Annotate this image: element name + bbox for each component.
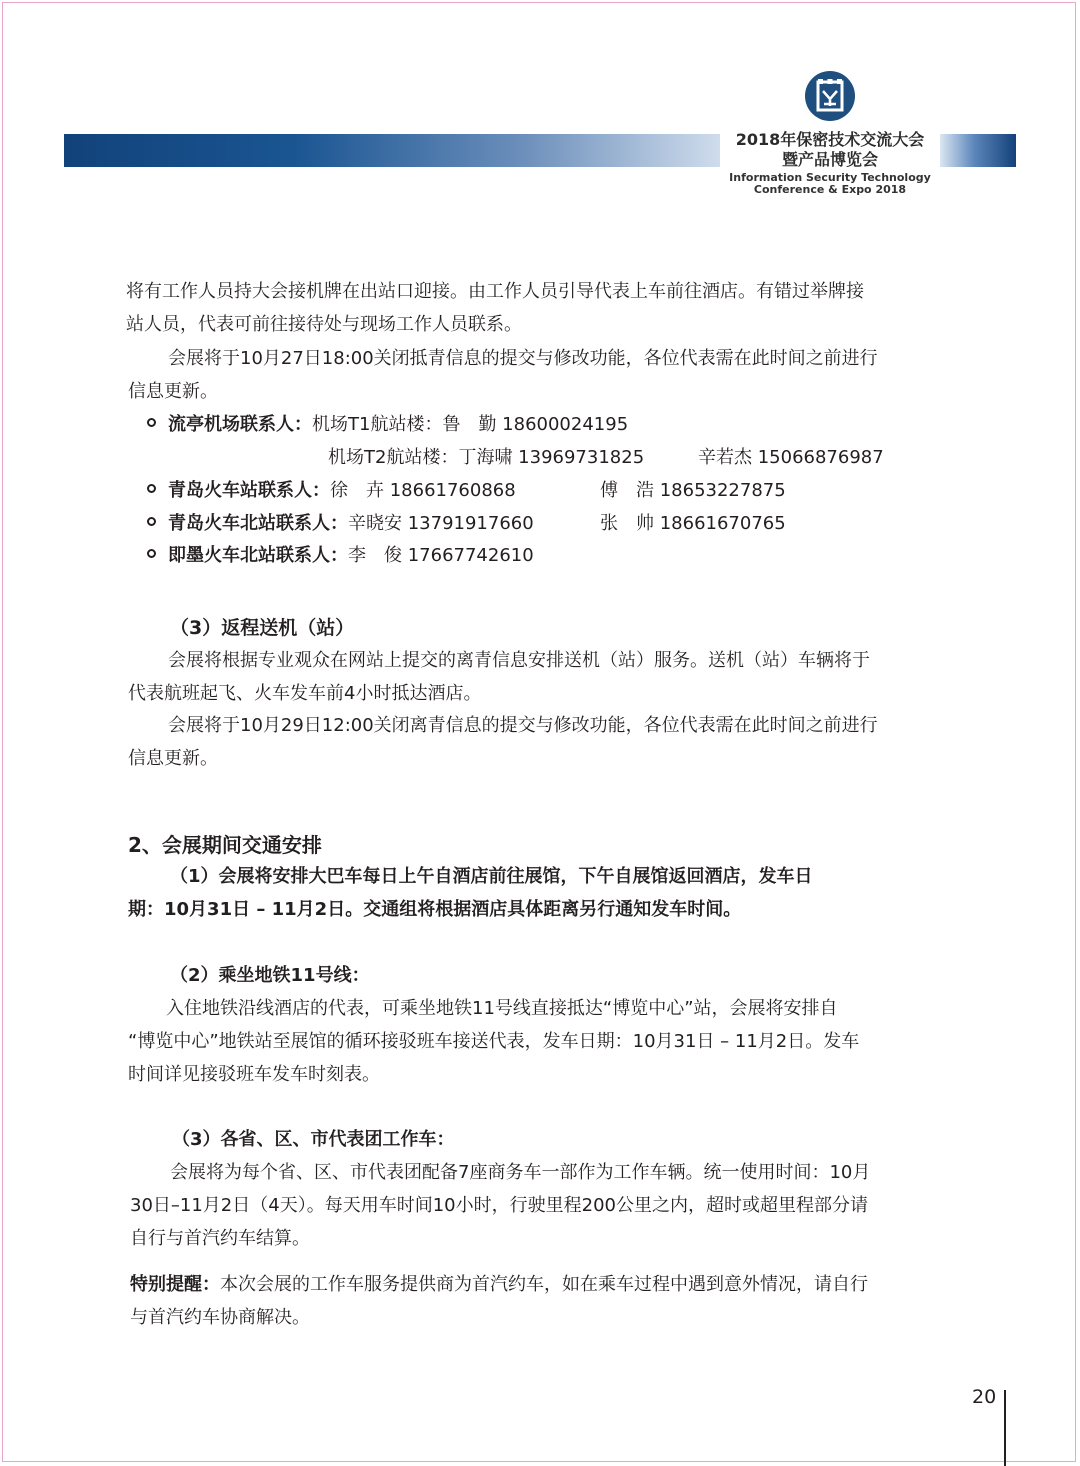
- contact-qingdao-north-a: 辛晓安 13791917660: [348, 513, 534, 534]
- s2-2-line-1: 入住地铁沿线酒店的代表，可乘坐地铁11号线直接抵达“博览中心”站，会展将安排自: [166, 998, 838, 1019]
- contact-airport-t1: 机场T1航站楼：鲁 勤 18600024195: [312, 414, 629, 435]
- s2-3-heading: （3）各省、区、市代表团工作车：: [172, 1129, 455, 1150]
- s2-1-line-2: 期：10月31日 – 11月2日。交通组将根据酒店具体距离另行通知发车时间。: [128, 899, 742, 920]
- contact-jimo-north-label: 即墨火车北站联系人：: [168, 545, 348, 566]
- bullet-icon: [147, 517, 156, 526]
- conference-title: [722, 130, 938, 170]
- return-heading: （3）返程送机（站）: [170, 617, 355, 639]
- contact-qingdao-station-b: 傅 浩 18653227875: [600, 480, 786, 501]
- conference-logo-icon: [805, 71, 855, 121]
- contact-qingdao-north: [168, 509, 534, 535]
- s2-2-line-3: 时间详见接驳班车发车时刻表。: [128, 1064, 380, 1085]
- s2-2-heading: （2）乘坐地铁11号线：: [170, 965, 370, 986]
- intro-line-2: 站人员，代表可前往接待处与现场工作人员联系。: [126, 314, 522, 335]
- note-line-1: [130, 1270, 868, 1296]
- contact-qingdao-north-b: 张 帅 18661670765: [600, 513, 786, 534]
- conference-title-en: [722, 172, 938, 196]
- page-number: 20: [972, 1386, 997, 1408]
- contact-qingdao-station-label: 青岛火车站联系人：: [168, 480, 330, 501]
- note-label: 特别提醒：: [130, 1274, 220, 1295]
- conference-title-en-line1: Information Security Technology: [729, 171, 931, 184]
- contact-airport-t2-a: 机场T2航站楼：丁海啸 13969731825: [328, 447, 645, 468]
- deadline1-line-1: 会展将于10月27日18:00关闭抵青信息的提交与修改功能，各位代表需在此时间之前进行: [168, 348, 878, 369]
- conference-title-line2: 暨产品博览会: [781, 150, 878, 169]
- deadline1-line-2: 信息更新。: [128, 381, 218, 402]
- section2-heading: 2、会展期间交通安排: [128, 833, 322, 857]
- contact-airport-t2-b: 辛若杰 15066876987: [698, 447, 884, 468]
- contact-airport: [168, 410, 628, 436]
- return-line-1: 会展将根据专业观众在网站上提交的离青信息安排送机（站）服务。送机（站）车辆将于: [168, 650, 870, 671]
- contact-airport-label: 流亭机场联系人：: [168, 414, 312, 435]
- note-text-1: 本次会展的工作车服务提供商为首汽约车，如在乘车过程中遇到意外情况，请自行: [220, 1274, 868, 1295]
- contact-jimo-north-a: 李 俊 17667742610: [348, 545, 534, 566]
- bullet-icon: [147, 418, 156, 427]
- header-band-left: [64, 134, 720, 167]
- contact-qingdao-north-label: 青岛火车北站联系人：: [168, 513, 348, 534]
- deadline2-line-1: 会展将于10月29日12:00关闭离青信息的提交与修改功能，各位代表需在此时间之前进行: [168, 715, 878, 736]
- s2-2-line-2: “博览中心”地铁站至展馆的循环接驳班车接送代表，发车日期：10月31日 – 11月2日。发车: [128, 1031, 860, 1052]
- conference-title-line1: 2018年保密技术交流大会: [735, 130, 925, 149]
- page-number-rule: [1004, 1390, 1006, 1466]
- intro-line-1: 将有工作人员持大会接机牌在出站口迎接。由工作人员引导代表上车前往酒店。有错过举牌接: [126, 281, 864, 302]
- s2-3-line-3: 自行与首汽约车结算。: [130, 1228, 310, 1249]
- note-line-2: 与首汽约车协商解决。: [130, 1307, 310, 1328]
- s2-3-line-2: 30日–11月2日（4天）。每天用车时间10小时，行驶里程200公里之内，超时或超里程部分请: [130, 1195, 868, 1216]
- contact-qingdao-station-a: 徐 卉 18661760868: [330, 480, 516, 501]
- s2-1-line-1: （1）会展将安排大巴车每日上午自酒店前往展馆，下午自展馆返回酒店，发车日: [170, 866, 813, 887]
- deadline2-line-2: 信息更新。: [128, 748, 218, 769]
- contact-jimo-north: [168, 541, 534, 567]
- s2-3-line-1: 会展将为每个省、区、市代表团配备7座商务车一部作为工作车辆。统一使用时间：10月: [170, 1162, 871, 1183]
- header-band-right: [940, 134, 1016, 167]
- contact-qingdao-station: [168, 476, 516, 502]
- contact-airport-t2: [328, 443, 644, 469]
- conference-title-en-line2: Conference & Expo 2018: [753, 183, 907, 196]
- bullet-icon: [147, 549, 156, 558]
- return-line-2: 代表航班起飞、火车发车前4小时抵达酒店。: [128, 683, 482, 704]
- bullet-icon: [147, 484, 156, 493]
